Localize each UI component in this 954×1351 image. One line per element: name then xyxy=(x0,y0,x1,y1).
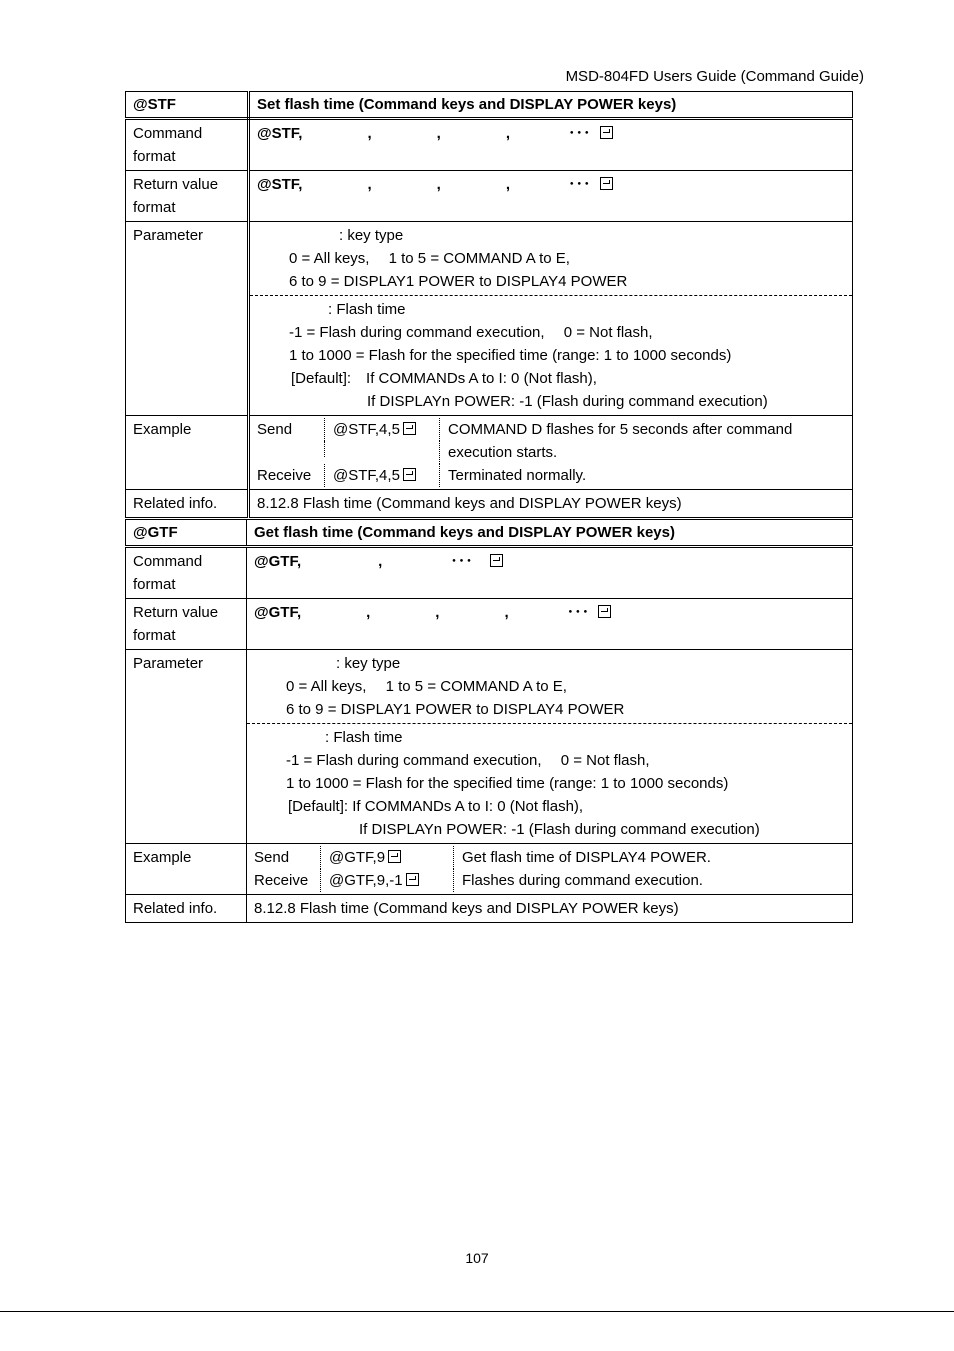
stf-key-line1: 0 = All keys, 1 to 5 = COMMAND A to E, xyxy=(289,250,570,267)
gtf-related-label: Related info. xyxy=(126,895,247,923)
stf-parameter-row xyxy=(126,222,853,416)
gtf-title: Get flash time (Command keys and DISPLAY POWER keys) xyxy=(247,520,853,547)
gtf-return-format: @GTF, , , , ･･･ xyxy=(247,599,853,650)
page-number: 107 xyxy=(465,1250,489,1266)
stf-param-label: Parameter xyxy=(126,222,249,416)
stf-flash-label: : Flash time xyxy=(328,301,406,318)
return-key-icon xyxy=(600,126,613,139)
stf-send-label: Send xyxy=(257,421,293,438)
stf-key-type-block xyxy=(250,222,852,295)
stf-example-label: Example xyxy=(126,416,249,490)
gtf-header-row xyxy=(126,520,853,547)
gtf-parameter-row xyxy=(126,650,853,844)
stf-example-row xyxy=(126,416,853,490)
gtf-send-label: Send xyxy=(254,849,290,866)
stf-flash-line3: [Default]: If COMMANDs A to I: 0 (Not flash), xyxy=(291,370,597,387)
gtf-send-desc: Get flash time of DISPLAY4 POWER. xyxy=(453,846,845,869)
stf-header-row xyxy=(126,92,853,119)
stf-send-desc2: execution starts. xyxy=(439,441,845,464)
gtf-receive-label: Receive xyxy=(254,872,309,889)
gtf-example-row xyxy=(126,844,853,895)
stf-key-type-label: : key type xyxy=(339,227,404,244)
stf-flash-line2: 1 to 1000 = Flash for the specified time (range: 1 to 1000 seconds) xyxy=(289,347,732,364)
gtf-param-label: Parameter xyxy=(126,650,247,844)
gtf-flash-line4: If DISPLAYn POWER: -1 (Flash during command execution) xyxy=(359,821,760,838)
stf-key-line2: 6 to 9 = DISPLAY1 POWER to DISPLAY4 POWER xyxy=(289,273,628,290)
gtf-related-row xyxy=(126,895,853,923)
gtf-return-label: Return value format xyxy=(126,599,247,650)
return-key-icon xyxy=(403,468,416,481)
gtf-related-value: 8.12.8 Flash time (Command keys and DISPLAY POWER keys) xyxy=(247,895,853,923)
stf-command-cmd: @STF, xyxy=(257,125,303,142)
return-key-icon xyxy=(598,605,611,618)
gtf-key-line2: 6 to 9 = DISPLAY1 POWER to DISPLAY4 POWER xyxy=(286,701,625,718)
gtf-command-row xyxy=(126,547,853,599)
stf-receive-cmd: @STF,4,5 xyxy=(333,467,400,484)
gtf-receive-cmd: @GTF,9,-1 xyxy=(329,872,403,889)
gtf-flash-line1: -1 = Flash during command execution, 0 = Not flash, xyxy=(286,752,650,769)
gtf-key-type-label: : key type xyxy=(336,655,401,672)
gtf-param-cell xyxy=(247,650,853,844)
footer-rule xyxy=(0,1311,954,1312)
stf-related-value: 8.12.8 Flash time (Command keys and DISPLAY POWER keys) xyxy=(249,490,853,518)
stf-command-format: @STF, , , , ･･･ xyxy=(249,119,853,171)
stf-example-cell xyxy=(249,416,853,490)
gtf-key-line1: 0 = All keys, 1 to 5 = COMMAND A to E, xyxy=(286,678,567,695)
gtf-receive-cmd-cell xyxy=(320,869,453,892)
gtf-send-cmd: @GTF,9 xyxy=(329,849,386,866)
gtf-command-format: @GTF, , ･･･ xyxy=(247,547,853,599)
return-key-icon xyxy=(388,850,401,863)
stf-command-label: Command format xyxy=(126,119,249,171)
gtf-key-type-block xyxy=(247,650,852,723)
stf-flash-line1: -1 = Flash during command execution, 0 = Not flash, xyxy=(289,324,653,341)
page-header: MSD-804FD Users Guide (Command Guide) xyxy=(565,68,864,85)
stf-related-row xyxy=(126,490,853,518)
stf-send-desc1: COMMAND D flashes for 5 seconds after command xyxy=(439,418,845,441)
gtf-flash-line3: [Default]: If COMMANDs A to I: 0 (Not flash), xyxy=(288,798,584,815)
stf-param-cell xyxy=(249,222,853,416)
gtf-name: @GTF xyxy=(126,520,247,547)
stf-return-row xyxy=(126,171,853,222)
gtf-flash-line2: 1 to 1000 = Flash for the specified time (range: 1 to 1000 seconds) xyxy=(286,775,729,792)
stf-table xyxy=(125,91,853,518)
stf-command-row xyxy=(126,119,853,171)
return-key-icon xyxy=(490,554,503,567)
gtf-return-cmd: @GTF, xyxy=(254,604,302,621)
return-key-icon xyxy=(406,873,419,886)
stf-return-label: Return value format xyxy=(126,171,249,222)
stf-receive-cmd-cell xyxy=(324,464,439,487)
stf-send-cmd-cell xyxy=(324,418,439,441)
gtf-example-label: Example xyxy=(126,844,247,895)
return-key-icon xyxy=(600,177,613,190)
gtf-flash-block xyxy=(247,723,852,843)
stf-return-cmd: @STF, xyxy=(257,176,303,193)
gtf-send-cmd-cell xyxy=(320,846,453,869)
gtf-command-label: Command format xyxy=(126,547,247,599)
gtf-flash-label: : Flash time xyxy=(325,729,403,746)
stf-receive-label: Receive xyxy=(257,467,312,484)
stf-name: @STF xyxy=(126,92,249,119)
stf-return-format: @STF, , , , ･･･ xyxy=(249,171,853,222)
gtf-table xyxy=(125,519,853,923)
stf-flash-line4: If DISPLAYn POWER: -1 (Flash during command execution) xyxy=(367,393,768,410)
gtf-example-cell xyxy=(247,844,853,895)
return-key-icon xyxy=(403,422,416,435)
gtf-return-row xyxy=(126,599,853,650)
stf-receive-desc: Terminated normally. xyxy=(439,464,845,487)
stf-send-cmd: @STF,4,5 xyxy=(333,421,400,438)
stf-flash-block xyxy=(250,295,852,415)
stf-related-label: Related info. xyxy=(126,490,249,518)
stf-title: Set flash time (Command keys and DISPLAY POWER keys) xyxy=(249,92,853,119)
gtf-receive-desc: Flashes during command execution. xyxy=(453,869,845,892)
gtf-command-cmd: @GTF, xyxy=(254,553,302,570)
